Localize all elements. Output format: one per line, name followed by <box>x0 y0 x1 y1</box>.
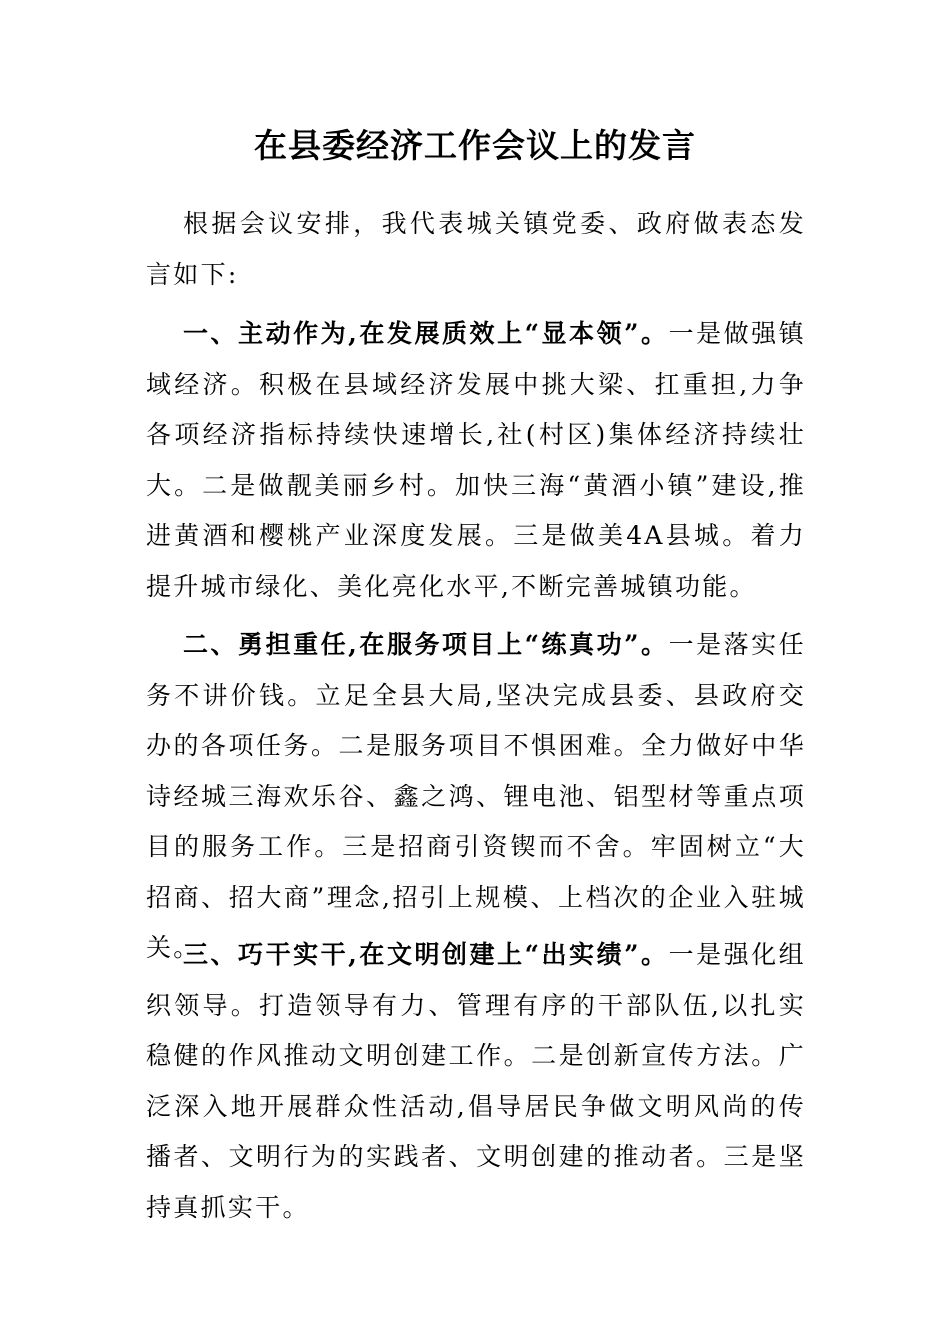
section-body-2: 一是落实任务不讲价钱。立足全县大局,坚决完成县委、县政府交办的各项任务。二是服务项目不惧困难。全力做好中华诗经城三海欢乐谷、鑫之鸿、锂电池、铝型材等重点项目的服务工作。三是招商引资锲而不舍。牢固树立“大招商、招大商”理念,招引上规模、上档次的企业入驻城关。 <box>146 630 806 962</box>
section-heading-2: 二、勇担重任,在服务项目上“练真功”。 <box>183 630 669 659</box>
section-paragraph-3 <box>146 930 806 1233</box>
section-heading-3: 三、巧干实干,在文明创建上“出实绩”。 <box>183 940 669 969</box>
section-body-1: 一是做强镇域经济。积极在县域经济发展中挑大梁、扛重担,力争各项经济指标持续快速增长,社(村区)集体经济持续壮大。二是做靓美丽乡村。加快三海“黄酒小镇”建设,推进黄酒和樱桃产业深度发展。三是做美4A县城。着力提升城市绿化、美化亮化水平,不断完善城镇功能。 <box>146 319 806 601</box>
section-body-3: 一是强化组织领导。打造领导有力、管理有序的干部队伍,以扎实稳健的作风推动文明创建工作。二是创新宣传方法。广泛深入地开展群众性活动,倡导居民争做文明风尚的传播者、文明行为的实践者、文明创建的推动者。三是坚持真抓实干。 <box>146 940 806 1222</box>
document-title: 在县委经济工作会议上的发言 <box>254 126 696 165</box>
section-paragraph-1 <box>146 309 806 612</box>
section-paragraph-2 <box>146 620 806 974</box>
section-heading-1: 一、主动作为,在发展质效上“显本领”。 <box>183 319 669 348</box>
intro-paragraph: 根据会议安排，我代表城关镇党委、政府做表态发言如下: <box>146 209 806 289</box>
